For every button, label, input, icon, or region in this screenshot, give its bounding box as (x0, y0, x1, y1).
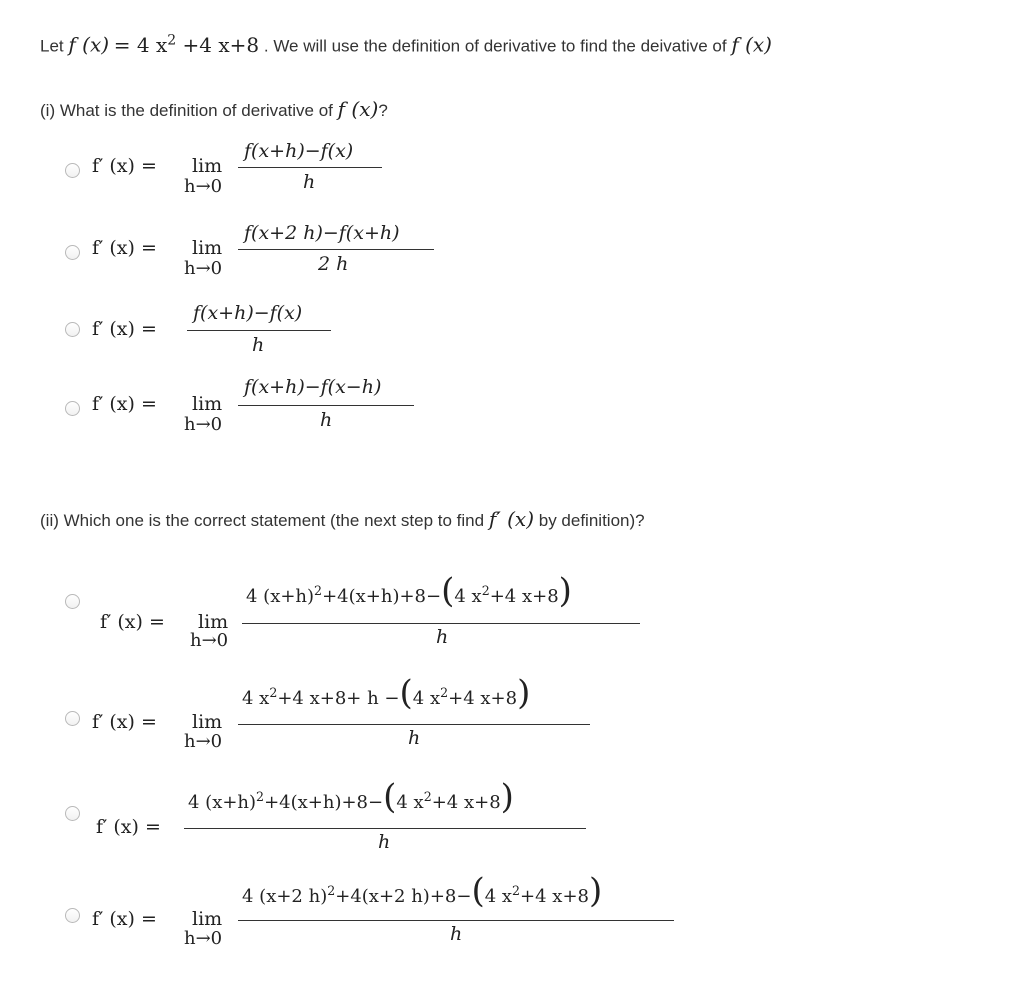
q2-option-3-numerator (188, 777, 514, 817)
q2-option-2-numerator (242, 673, 531, 713)
q2-option-1-numerator (246, 571, 572, 611)
q2-option-1-fraction-bar (242, 623, 640, 624)
q2-option-2-num-a: 4 x (242, 688, 270, 709)
q2-option-3-inner-b: +4 x+8 (431, 792, 501, 813)
q2-label-prefix: (ii) Which one is the correct statement (the next step to find (40, 511, 485, 530)
q1-option-4-lim-sub: h→0 (184, 414, 223, 435)
q2-option-3-num-a: 4 (x+h) (188, 792, 257, 813)
q2-label (40, 507, 645, 531)
intro-fx-end: f (x) (731, 32, 772, 57)
q2-option-1-radio[interactable] (65, 594, 80, 609)
q2-option-4-numerator (242, 871, 603, 911)
q2-option-1-inner-sup: 2 (481, 583, 490, 598)
q1-label (40, 97, 388, 121)
q1-option-1-lim-sub: h→0 (184, 176, 223, 197)
q1-label-prefix: (i) What is the definition of derivative of (40, 101, 333, 120)
q2-option-2-inner-sup: 2 (440, 685, 449, 700)
q1-option-1-denominator: h (303, 171, 316, 193)
q2-option-3-denominator: h (378, 831, 391, 853)
q2-option-1-num-b: +4(x+h)+8− (322, 586, 442, 607)
q2-option-3-fraction-bar (184, 828, 586, 829)
q1-option-1-fraction-bar (238, 167, 382, 168)
intro-fx: f (x) (68, 32, 110, 57)
q1-option-2-lhs: f′ (x) = (92, 237, 157, 259)
q2-option-3-num-sup: 2 (256, 789, 265, 804)
q1-option-4-lhs: f′ (x) = (92, 393, 157, 415)
q2-option-3-num-b: +4(x+h)+8− (264, 792, 384, 813)
q2-option-4-denominator: h (450, 923, 463, 945)
q1-option-3-lhs: f′ (x) = (92, 318, 157, 340)
q1-option-4-fraction-bar (238, 405, 414, 406)
q1-option-1-lim: lim (192, 155, 223, 177)
q1-option-1[interactable] (0, 136, 1024, 206)
q1-option-3-fraction-bar (187, 330, 331, 331)
q2-option-4-num-sup: 2 (327, 883, 336, 898)
q2-option-3-radio[interactable] (65, 806, 80, 821)
q2-option-2-radio[interactable] (65, 711, 80, 726)
q2-option-4-left-paren: ( (471, 871, 485, 911)
intro-eq-rest: +4 x+8 (182, 32, 260, 57)
q1-option-2-numerator: f(x+2 h)−f(x+h) (244, 222, 400, 244)
q2-option-1-left-paren: ( (441, 571, 455, 611)
q2-option-1-inner-b: +4 x+8 (489, 586, 559, 607)
q2-option-1-num-sup: 2 (314, 583, 323, 598)
q2-option-4-right-paren: ) (589, 871, 603, 911)
q2-option-4-fraction-bar (238, 920, 674, 921)
q2-option-4-inner-b: +4 x+8 (520, 886, 589, 907)
q2-option-3-inner-a: 4 x (396, 792, 424, 813)
q2-option-4-inner-a: 4 x (484, 886, 513, 907)
q2-option-2-inner-a: 4 x (412, 688, 441, 709)
q1-option-2-lim-sub: h→0 (184, 258, 223, 279)
q2-option-1-right-paren: ) (558, 571, 572, 611)
q2-option-3-left-paren: ( (383, 777, 397, 817)
q2-option-2-denominator: h (408, 727, 421, 749)
intro-let: Let (40, 36, 64, 56)
q2-option-4-num-a: 4 (x+2 h) (242, 886, 328, 907)
q1-option-2-fraction-bar (238, 249, 434, 250)
q1-option-1-radio[interactable] (65, 163, 80, 178)
q1-option-3-denominator: h (252, 334, 265, 356)
intro-statement (40, 32, 772, 57)
q2-option-4-lhs: f′ (x) = (92, 908, 157, 930)
q1-label-fx: f (x) (337, 97, 379, 121)
q1-option-2-denominator: 2 h (318, 253, 349, 275)
q2-option-2-lim: lim (192, 711, 223, 733)
q2-option-1[interactable] (0, 568, 1024, 650)
q1-option-4-radio[interactable] (65, 401, 80, 416)
q1-option-4[interactable] (0, 372, 1024, 442)
q2-option-1-num-a: 4 (x+h) (246, 586, 315, 607)
q1-option-1-numerator: f(x+h)−f(x) (244, 140, 354, 162)
q2-option-4[interactable] (0, 872, 1024, 954)
q2-option-4-lim-sub: h→0 (184, 928, 223, 949)
q2-option-4-lim: lim (192, 908, 223, 930)
q1-option-2[interactable] (0, 218, 1024, 288)
q2-option-2-num-b: +4 x+8+ h − (277, 688, 400, 709)
q2-option-2-left-paren: ( (399, 673, 413, 713)
q1-option-3-radio[interactable] (65, 322, 80, 337)
q1-option-4-lim: lim (192, 393, 223, 415)
q2-option-2-inner-b: +4 x+8 (448, 688, 518, 709)
q2-option-1-lim: lim (198, 611, 229, 633)
q2-option-2-num-sup: 2 (269, 685, 278, 700)
q2-option-1-inner-a: 4 x (454, 586, 482, 607)
q2-option-2-lim-sub: h→0 (184, 731, 223, 752)
q1-label-suffix: ? (378, 101, 388, 120)
q2-option-2[interactable] (0, 670, 1024, 752)
q2-option-4-inner-sup: 2 (512, 883, 521, 898)
q2-label-suffix: by definition)? (538, 511, 645, 530)
q1-option-2-lim: lim (192, 237, 223, 259)
q2-option-4-radio[interactable] (65, 908, 80, 923)
q1-option-2-radio[interactable] (65, 245, 80, 260)
q2-option-1-denominator: h (436, 626, 449, 648)
q2-option-3-inner-sup: 2 (423, 789, 432, 804)
intro-text: . We will use the definition of derivative to find the deivative of (263, 36, 727, 56)
q1-option-4-denominator: h (320, 409, 333, 431)
q1-option-1-lhs: f′ (x) = (92, 155, 157, 177)
q1-option-3[interactable] (0, 300, 1024, 360)
q2-option-3-right-paren: ) (500, 777, 514, 817)
q2-label-fx: f′ (x) (488, 507, 535, 531)
q2-option-2-fraction-bar (238, 724, 590, 725)
q1-option-4-numerator: f(x+h)−f(x−h) (244, 376, 382, 398)
q2-option-1-lhs: f′ (x) = (100, 611, 165, 633)
q2-option-1-lim-sub: h→0 (190, 630, 229, 651)
q2-option-3[interactable] (0, 776, 1024, 856)
intro-eq-text: = 4 x (113, 32, 168, 57)
q2-option-2-lhs: f′ (x) = (92, 711, 157, 733)
q2-option-4-num-b: +4(x+2 h)+8− (335, 886, 472, 907)
q1-option-3-numerator: f(x+h)−f(x) (193, 302, 303, 324)
intro-eq-sup: 2 (167, 32, 177, 48)
q2-option-2-right-paren: ) (517, 673, 531, 713)
intro-eq (114, 33, 259, 57)
q2-option-3-lhs: f′ (x) = (96, 816, 161, 838)
